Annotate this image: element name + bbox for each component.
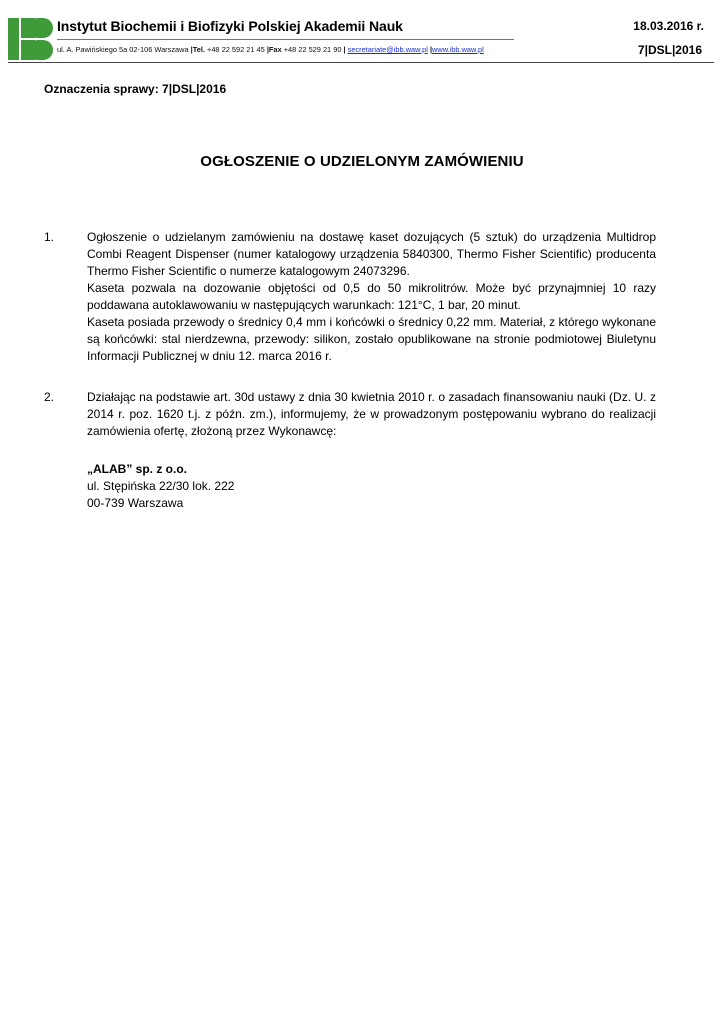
- website-link[interactable]: www.ibb.waw.pl: [432, 45, 484, 54]
- item-body: [87, 229, 656, 365]
- ibb-logo: [8, 18, 53, 60]
- address-separator: |: [190, 45, 193, 54]
- item-paragraph: Kaseta pozwala na dozowanie objętości od 0,5 do 50 mikrolitrów. Może być przynajmniej 10 razy poddawana autoklawowaniu w następujących warunkach: 121°C, 1 bar, 20 minut.: [87, 281, 656, 312]
- item-number: 1.: [44, 230, 55, 244]
- tel-label: Tel.: [192, 45, 205, 54]
- header-reference: 7|DSL|2016: [637, 43, 702, 57]
- header-bottom-rule: [8, 62, 714, 63]
- fax-label: Fax: [268, 45, 282, 54]
- email-link[interactable]: secretariate@ibb.waw.pl: [347, 45, 428, 54]
- address-separator: |: [429, 45, 433, 54]
- list-item: [44, 229, 656, 365]
- item-paragraph: Działając na podstawie art. 30d ustawy z dnia 30 kwietnia 2010 r. o zasadach finansowaniu nauki (Dz. U. z 2014 r. poz. 1620 t.j. z późn. zm.), informujemy, że w prowadzonym postępowaniu wybrano do realizacji zamówienia ofertę, złożoną przez Wykonawcę:: [87, 390, 656, 438]
- item-paragraph: Kaseta posiada przewody o średnicy 0,4 mm i końcówki o średnicy 0,22 mm. Materiał, z którego wykonane są końcówki: stal nierdzewna, przewody: silikon, zostało opublikowane na stronie podmiotowej Biuletynu Informacji Publicznej w dniu 12. marca 2016 r.: [87, 315, 656, 363]
- item-body: [87, 389, 656, 440]
- address-separator: |: [266, 45, 269, 54]
- header-divider: [57, 39, 514, 40]
- contractor-street: ul. Stępińska 22/30 lok. 222: [87, 479, 235, 493]
- contractor-city: 00-739 Warszawa: [87, 496, 184, 510]
- institute-address: [57, 45, 484, 54]
- fax-number: +48 22 529 21 90: [283, 45, 342, 54]
- address-street: ul. A. Pawińskiego 5a 02-106 Warszawa: [57, 45, 189, 54]
- item-number: 2.: [44, 390, 55, 404]
- item-paragraph: Ogłoszenie o udzielanym zamówieniu na dostawę kaset dozujących (5 sztuk) do urządzenia Multidrop Combi Reagent Dispenser (numer katalogowy urządzenia 5840300, Thermo Fisher Scientific) producenta Thermo Fisher Scientific o numerze katalogowym 24073296.: [87, 230, 656, 278]
- list-item: [44, 389, 656, 440]
- case-reference: Oznaczenia sprawy: 7|DSL|2016: [44, 82, 227, 96]
- contractor-name: „ALAB” sp. z o.o.: [87, 462, 187, 476]
- document-date: 18.03.2016 r.: [633, 19, 704, 33]
- tel-number: +48 22 592 21 45: [207, 45, 265, 54]
- address-separator: |: [343, 45, 346, 54]
- document-title: OGŁOSZENIE O UDZIELONYM ZAMÓWIENIU: [200, 153, 524, 170]
- institute-name: Instytut Biochemii i Biofizyki Polskiej Akademii Nauk: [57, 18, 403, 34]
- letterhead: [0, 0, 724, 70]
- contractor-address: [87, 461, 234, 512]
